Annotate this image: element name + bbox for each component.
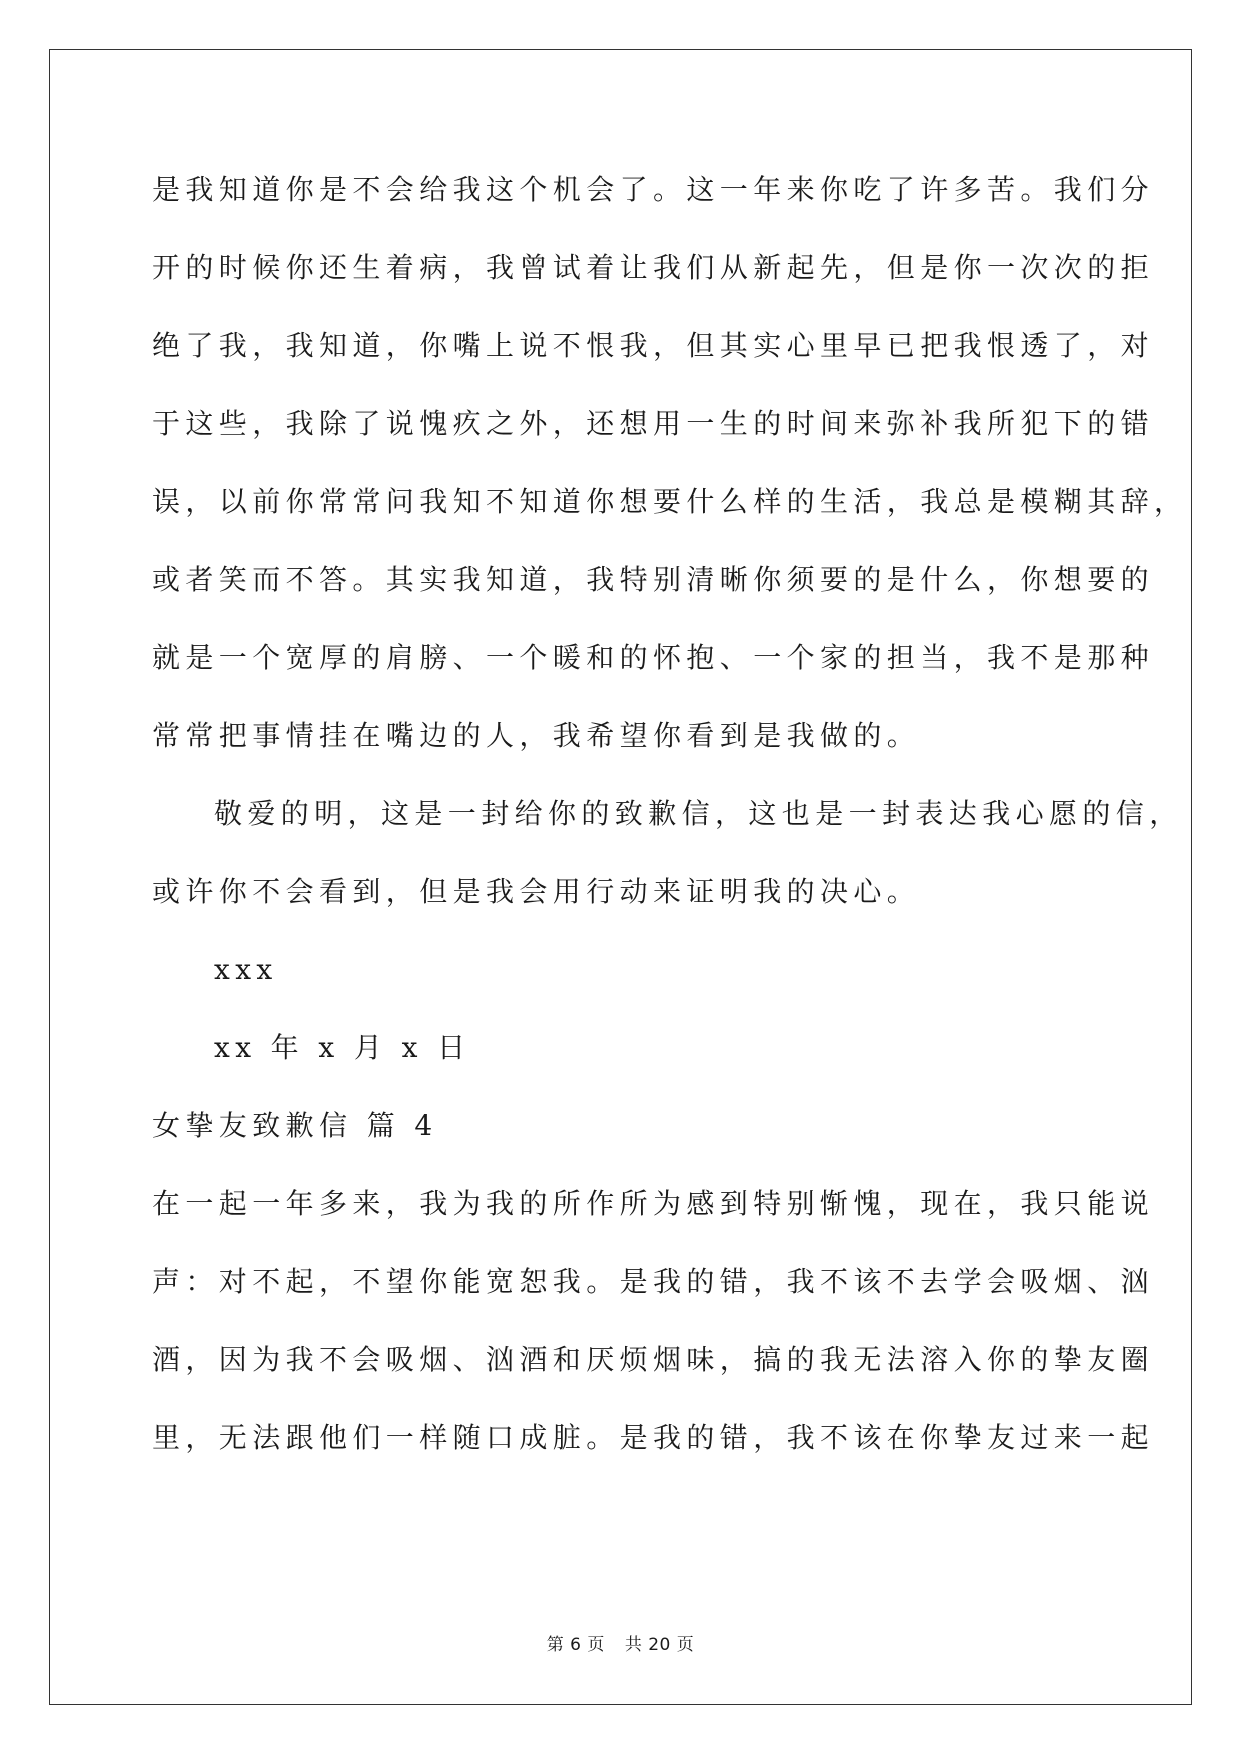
paragraph-line: 是我知道你是不会给我这个机会了。这一年来你吃了许多苦。我们分 xyxy=(152,173,1155,206)
paragraph-line: 开的时候你还生着病，我曾试着让我们从新起先，但是你一次次的拒 xyxy=(152,251,1155,284)
paragraph-line: 或许你不会看到，但是我会用行动来证明我的决心。 xyxy=(152,875,921,908)
paragraph-line: 绝了我，我知道，你嘴上说不恨我，但其实心里早已把我恨透了，对 xyxy=(152,329,1155,362)
paragraph-line: 或者笑而不答。其实我知道，我特别清晰你须要的是什么，你想要的 xyxy=(152,563,1155,596)
paragraph-line: 于这些，我除了说愧疚之外，还想用一生的时间来弥补我所犯下的错 xyxy=(152,407,1155,440)
signature-date: xx 年 x 月 x 日 xyxy=(214,1031,471,1064)
page-total: 共 20 页 xyxy=(624,1635,695,1655)
paragraph-line: 敬爱的明，这是一封给你的致歉信，这也是一封表达我心愿的信， xyxy=(214,797,1183,830)
paragraph-line: 声：对不起，不望你能宽恕我。是我的错，我不该不去学会吸烟、汹 xyxy=(152,1265,1155,1298)
paragraph-line: 酒，因为我不会吸烟、汹酒和厌烦烟味，搞的我无法溶入你的挚友圈 xyxy=(152,1343,1155,1376)
paragraph-line: 常常把事情挂在嘴边的人，我希望你看到是我做的。 xyxy=(152,719,921,752)
paragraph-line: 误，以前你常常问我知不知道你想要什么样的生活，我总是模糊其辞， xyxy=(152,485,1188,518)
signature-name: xxx xyxy=(214,953,278,986)
paragraph-line: 在一起一年多来，我为我的所作所为感到特别惭愧，现在，我只能说 xyxy=(152,1187,1155,1220)
section-heading: 女挚友致歉信 篇 4 xyxy=(152,1109,438,1142)
paragraph-line: 里，无法跟他们一样随口成脏。是我的错，我不该在你挚友过来一起 xyxy=(152,1421,1155,1454)
paragraph-line: 就是一个宽厚的肩膀、一个暖和的怀抱、一个家的担当，我不是那种 xyxy=(152,641,1155,674)
page-number: 第 6 页 xyxy=(546,1635,605,1655)
page-footer xyxy=(0,1630,1241,1655)
